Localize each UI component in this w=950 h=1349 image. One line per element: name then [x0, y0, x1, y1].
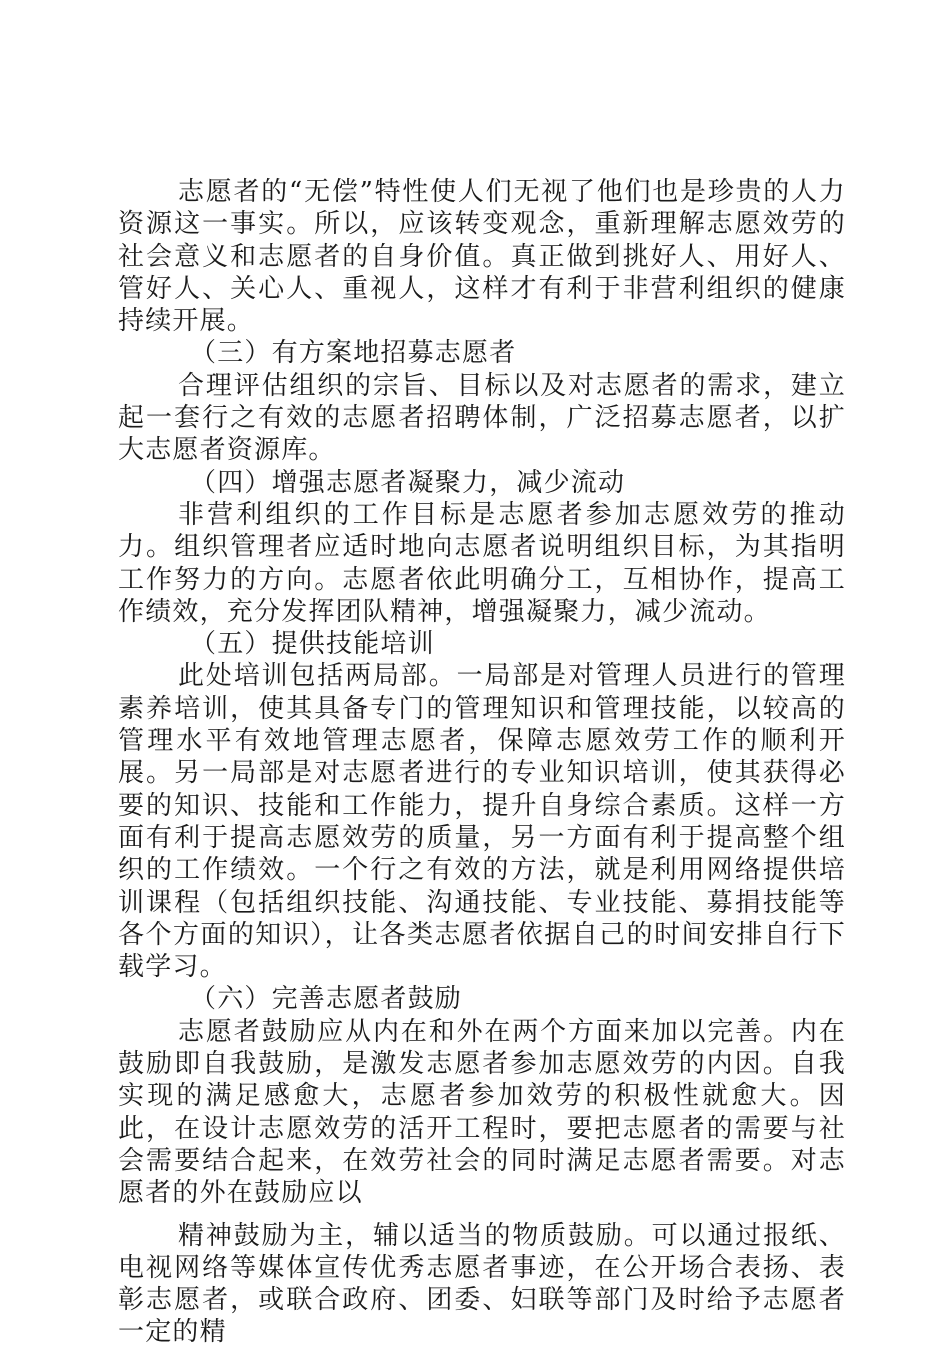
- section-heading-5: （五）提供技能培训: [190, 629, 435, 660]
- paragraph-training: 此处培训包括两局部。一局部是对管理人员进行的管理素养培训，使其具备专门的管理知识和管理技能，以较高的管理水平有效地管理志愿者，保障志愿效劳工作的顺利开展。另一局部是对志愿者进行的专业知识培训，使其获得必要的知识、技能和工作能力，提升自身综合素质。这样一方面有利于提高志愿效劳的质量，另一方面有利于提高整个组织的工作绩效。一个行之有效的方法，就是利用网络提供培训课程（包括组织技能、沟通技能、专业技能、募捐技能等各个方面的知识），让各类志愿者依据自己的时间安排自行下载学习。: [118, 661, 846, 983]
- paragraph-recruitment: 合理评估组织的宗旨、目标以及对志愿者的需求，建立起一套行之有效的志愿者招聘体制，广泛招募志愿者，以扩大志愿者资源库。: [118, 370, 846, 466]
- paragraph-spiritual-incentives: 精神鼓励为主，辅以适当的物质鼓励。可以通过报纸、电视网络等媒体宣传优秀志愿者事迹，在公开场合表扬、表彰志愿者，或联合政府、团委、妇联等部门及时给予志愿者一定的精: [118, 1220, 846, 1348]
- paragraph-cohesion: 非营利组织的工作目标是志愿者参加志愿效劳的推动力。组织管理者应适时地向志愿者说明组织目标，为其指明工作努力的方向。志愿者依此明确分工，互相协作，提高工作绩效，充分发挥团队精神，增强凝聚力，减少流动。: [118, 499, 846, 627]
- paragraph-value-of-volunteers: 志愿者的“无偿”特性使人们无视了他们也是珍贵的人力资源这一事实。所以，应该转变观念，重新理解志愿效劳的社会意义和志愿者的自身价值。真正做到挑好人、用好人、管好人、关心人、重视人，这样才有利于非营利组织的健康持续开展。: [118, 177, 846, 337]
- section-heading-3: （三）有方案地招募志愿者: [190, 338, 517, 369]
- document-body: [118, 176, 846, 1349]
- section-heading-4: （四）增强志愿者凝聚力，减少流动: [190, 467, 626, 498]
- paragraph-incentives: 志愿者鼓励应从内在和外在两个方面来加以完善。内在鼓励即自我鼓励，是激发志愿者参加志愿效劳的内因。自我实现的满足感愈大，志愿者参加效劳的积极性就愈大。因此，在设计志愿效劳的活开工程时，要把志愿者的需要与社会需要结合起来，在效劳社会的同时满足志愿者需要。对志愿者的外在鼓励应以: [118, 1016, 846, 1209]
- section-heading-6: （六）完善志愿者鼓励: [190, 984, 463, 1015]
